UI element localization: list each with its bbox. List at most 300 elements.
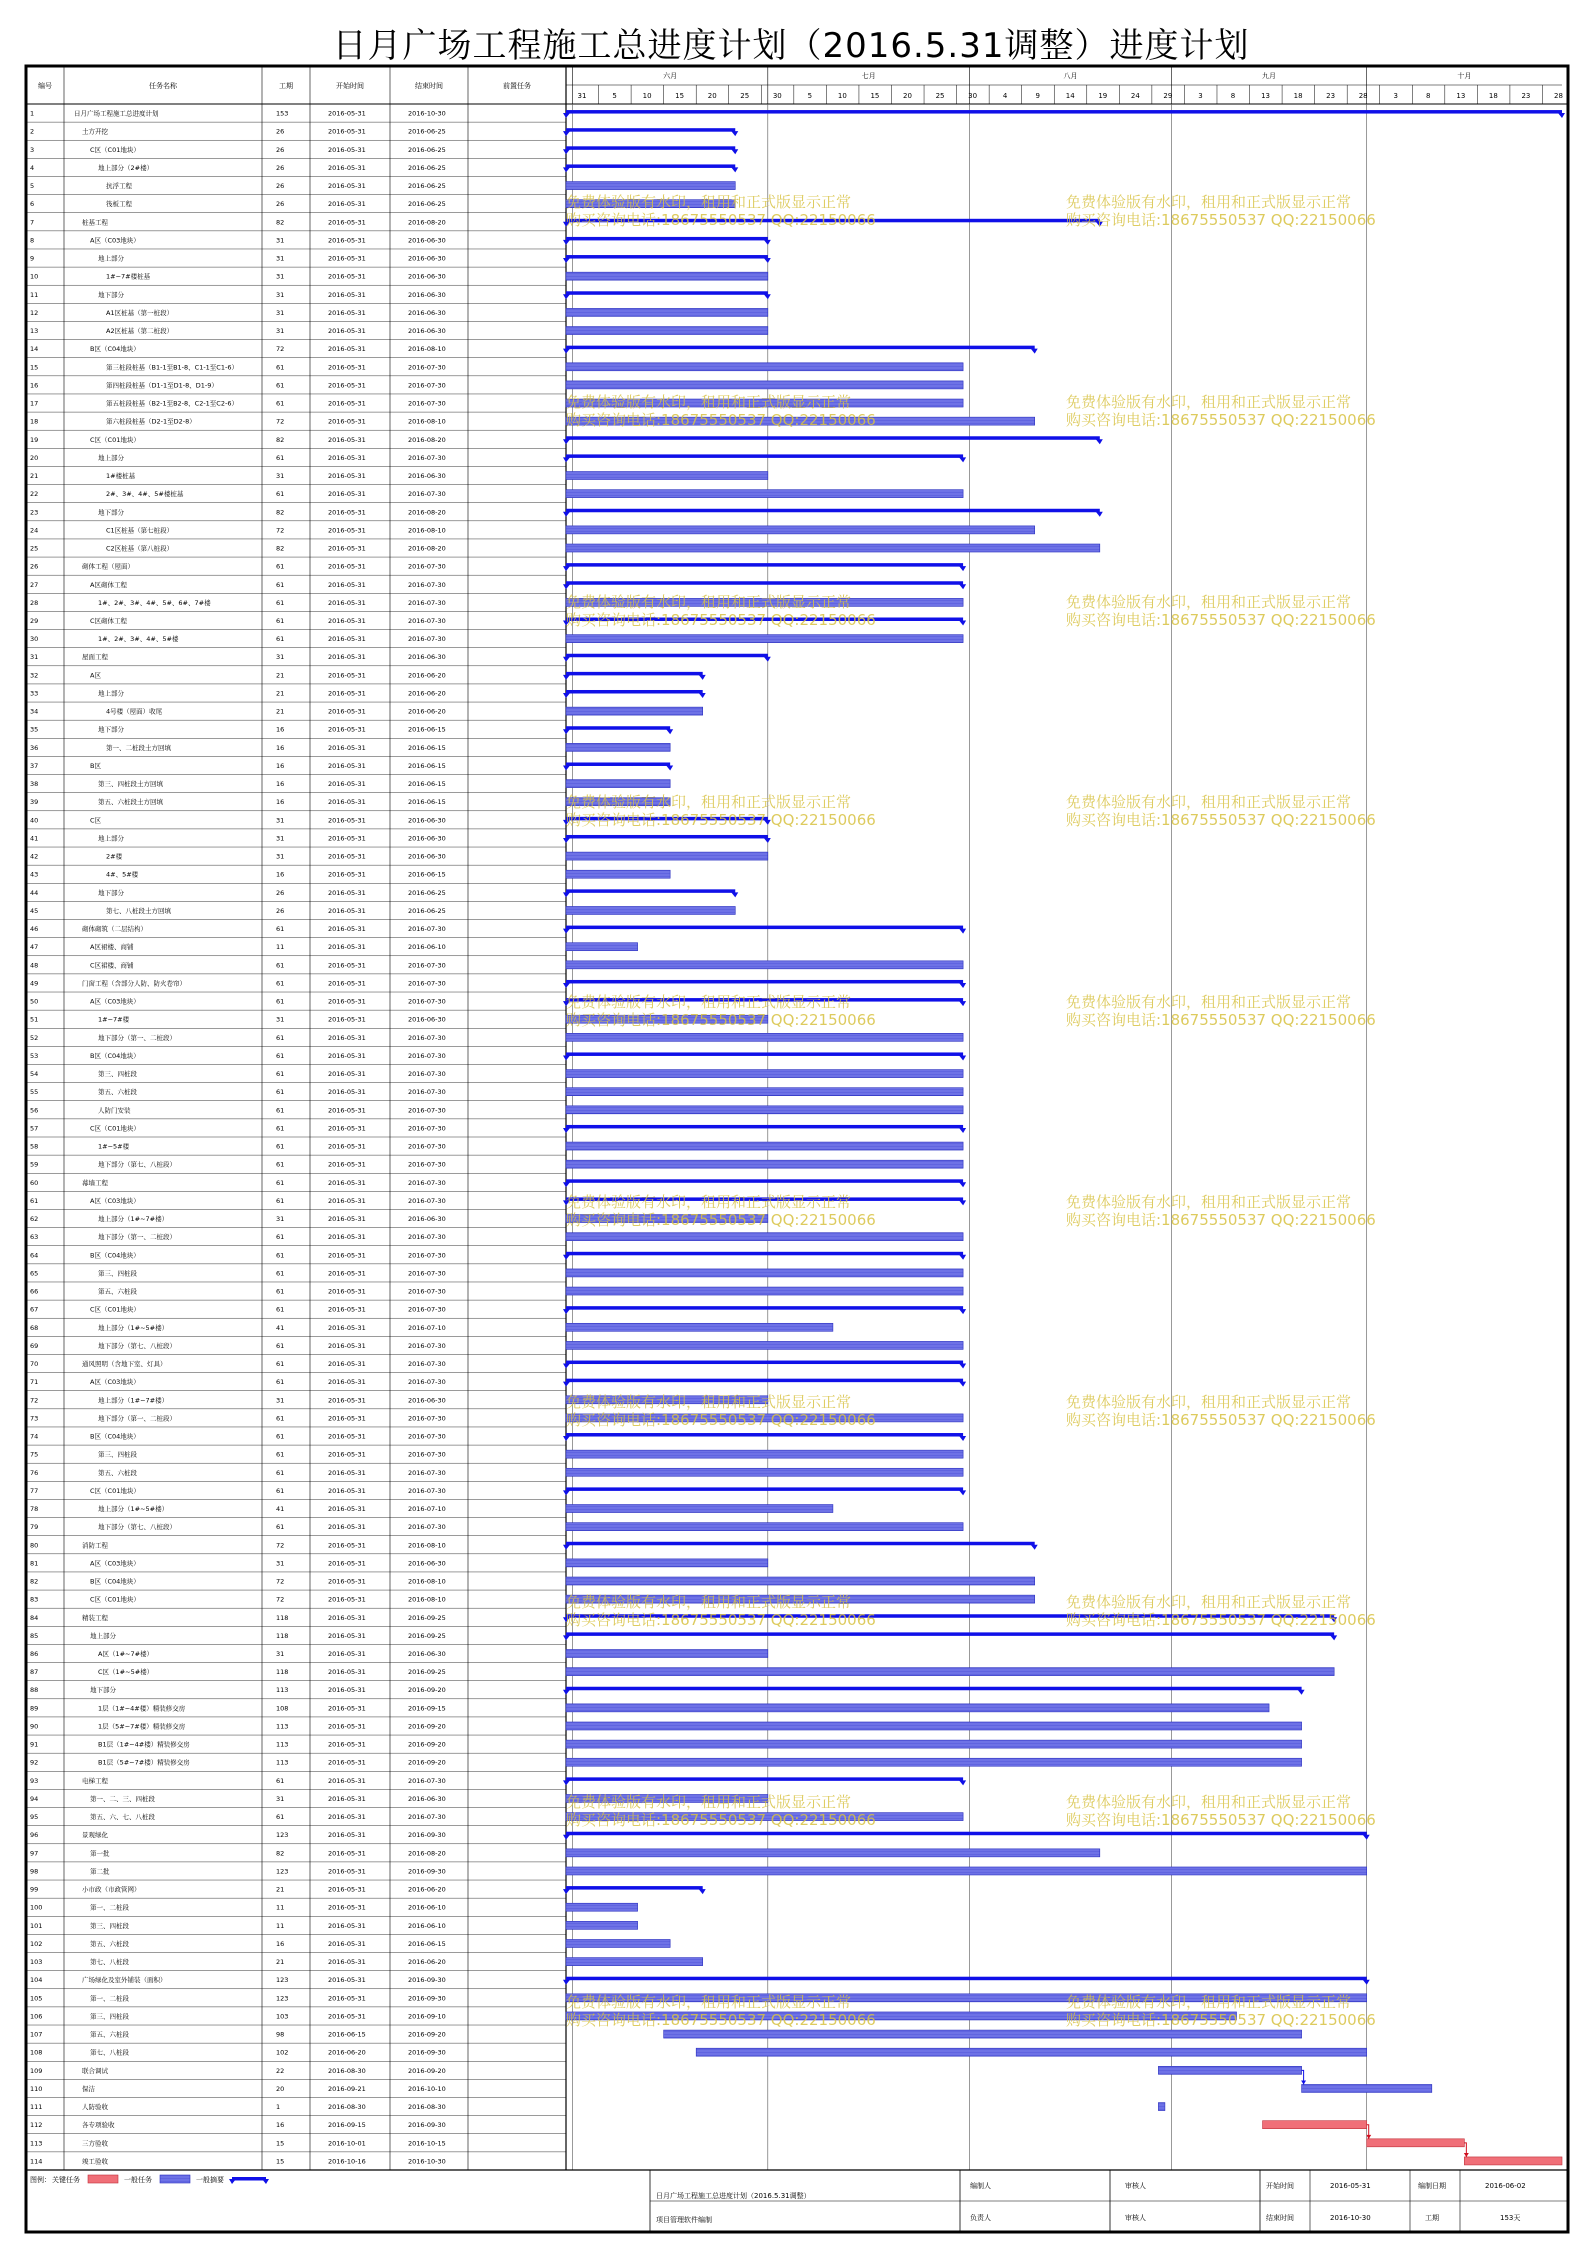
column-header-3: 开始时间 — [336, 82, 364, 90]
task-name: 第五、六桩段 — [90, 1939, 129, 1948]
task-id: 72 — [30, 1396, 39, 1405]
summary-bar — [566, 1632, 1334, 1636]
task-start: 2016-05-31 — [328, 272, 366, 281]
summary-bar — [566, 110, 1562, 114]
task-duration: 82 — [276, 544, 285, 553]
day-tick-label: 10 — [837, 92, 847, 100]
summary-bar-end-cap — [959, 1182, 966, 1187]
task-end: 2016-06-30 — [408, 236, 446, 245]
column-header-5: 前置任务 — [503, 82, 531, 90]
task-end: 2016-07-30 — [408, 1088, 446, 1097]
task-duration: 31 — [276, 272, 285, 281]
task-name: C区裙楼、商铺 — [90, 961, 134, 970]
watermark-line-1: 免费体验版有水印，租用和正式版显示正常 — [1066, 193, 1352, 211]
task-end: 2016-06-15 — [408, 798, 446, 807]
task-start: 2016-05-31 — [328, 870, 366, 879]
task-id: 19 — [30, 435, 39, 444]
task-name: 第五、六桩段 — [98, 1287, 137, 1296]
task-start: 2016-10-01 — [328, 2139, 366, 2148]
task-id: 40 — [30, 816, 39, 825]
task-start: 2016-05-31 — [328, 1432, 366, 1441]
task-start: 2016-05-31 — [328, 1106, 366, 1115]
summary-bar-end-cap — [699, 1889, 706, 1894]
task-id: 64 — [30, 1251, 39, 1260]
dependency-arrow — [1464, 2153, 1469, 2157]
task-end: 2016-06-30 — [408, 272, 446, 281]
summary-bar-end-cap — [731, 131, 738, 136]
task-name: 4#、5#楼 — [106, 870, 139, 879]
task-end: 2016-06-20 — [408, 689, 446, 698]
task-name: C区 — [90, 816, 102, 825]
task-duration: 61 — [276, 1033, 285, 1042]
task-name: 砌体工程（屋面） — [82, 562, 134, 571]
task-name: 第四桩段桩基（D1-1至D1-8、D1-9） — [106, 381, 218, 390]
task-id: 68 — [30, 1323, 39, 1332]
task-bar — [1302, 2084, 1432, 2092]
summary-bar-end-cap — [764, 657, 771, 662]
task-end: 2016-06-30 — [408, 472, 446, 481]
task-id: 97 — [30, 1849, 39, 1858]
task-name: 地上部分（2#楼） — [98, 163, 154, 172]
task-id: 26 — [30, 562, 39, 571]
summary-bar-end-cap — [1298, 1690, 1305, 1695]
task-duration: 61 — [276, 1523, 285, 1532]
task-id: 105 — [30, 1994, 43, 2003]
task-id: 6 — [30, 200, 35, 209]
task-start: 2016-05-31 — [328, 1088, 366, 1097]
task-name: B1层（5#~7#楼）精装修交房 — [98, 1758, 190, 1767]
summary-bar — [566, 889, 735, 893]
summary-bar — [566, 1379, 963, 1383]
task-id: 96 — [30, 1831, 39, 1840]
task-end: 2016-08-10 — [408, 1577, 446, 1586]
task-end: 2016-09-20 — [408, 1722, 446, 1731]
task-name: 1#、2#、3#、4#、5#、6#、7#楼 — [98, 598, 211, 607]
task-id: 111 — [30, 2103, 43, 2112]
task-duration: 61 — [276, 617, 285, 625]
task-duration: 123 — [276, 1976, 289, 1985]
watermark-line-2: 购买咨询电话:18675550537 QQ:22150066 — [1066, 811, 1376, 829]
summary-bar-end-cap — [959, 1382, 966, 1387]
summary-bar — [566, 128, 735, 132]
task-end: 2016-06-25 — [408, 127, 446, 136]
task-end: 2016-06-15 — [408, 743, 446, 752]
task-id: 103 — [30, 1958, 43, 1967]
summary-bar-end-cap — [764, 838, 771, 843]
task-name: C区（1#~5#楼） — [98, 1668, 154, 1677]
task-end: 2016-07-30 — [408, 1142, 446, 1151]
day-tick-label: 28 — [1554, 92, 1563, 100]
task-start: 2016-05-31 — [328, 1305, 366, 1314]
task-start: 2016-05-31 — [328, 1849, 366, 1858]
summary-bar — [566, 581, 963, 585]
task-name: C区（C01地块） — [90, 1595, 140, 1604]
task-id: 78 — [30, 1505, 39, 1514]
task-end: 2016-07-30 — [408, 453, 446, 462]
day-tick-label: 30 — [772, 92, 782, 100]
task-name: 地上部分 — [90, 1631, 116, 1640]
task-duration: 61 — [276, 925, 285, 934]
task-bar — [566, 1142, 963, 1150]
task-end: 2016-07-30 — [408, 1813, 446, 1822]
task-start: 2016-05-31 — [328, 1414, 366, 1423]
task-end: 2016-07-30 — [408, 490, 446, 499]
task-start: 2016-05-31 — [328, 1196, 366, 1205]
task-id: 27 — [30, 580, 39, 589]
task-id: 56 — [30, 1106, 39, 1115]
task-id: 4 — [30, 163, 35, 172]
summary-bar-start-cap — [563, 566, 570, 571]
task-name: 地下部分 — [98, 508, 124, 517]
task-start: 2016-05-31 — [328, 1287, 366, 1296]
summary-bar-end-cap — [1096, 512, 1103, 517]
task-end: 2016-10-15 — [408, 2139, 446, 2148]
task-id: 75 — [30, 1450, 39, 1459]
task-end: 2016-08-10 — [408, 1541, 446, 1550]
task-name: 精装工程 — [82, 1613, 108, 1622]
task-id: 59 — [30, 1160, 39, 1169]
task-duration: 31 — [276, 1794, 285, 1803]
summary-bar-end-cap — [699, 675, 706, 680]
task-start: 2016-05-31 — [328, 1794, 366, 1803]
task-id: 30 — [30, 635, 39, 644]
task-name: 2#、3#、4#、5#楼桩基 — [106, 490, 184, 499]
task-end: 2016-07-30 — [408, 1523, 446, 1532]
summary-bar-start-cap — [563, 729, 570, 734]
task-id: 60 — [30, 1178, 39, 1187]
task-name: B区（C04地块） — [90, 1577, 140, 1586]
summary-bar-start-cap — [563, 584, 570, 589]
task-end: 2016-07-30 — [408, 1178, 446, 1187]
task-name: 第五、六桩段土方回填 — [98, 798, 163, 807]
task-start: 2016-05-31 — [328, 925, 366, 934]
task-bar — [566, 870, 670, 878]
task-duration: 16 — [276, 2121, 285, 2130]
task-start: 2016-05-31 — [328, 852, 366, 861]
task-name: 第一、二桩段土方回填 — [106, 743, 171, 752]
day-tick-label: 20 — [707, 92, 717, 100]
task-end: 2016-06-30 — [408, 1794, 446, 1803]
task-id: 113 — [30, 2139, 43, 2148]
day-tick-label: 4 — [1002, 92, 1008, 100]
task-id: 52 — [30, 1033, 39, 1042]
task-end: 2016-06-20 — [408, 707, 446, 716]
task-bar — [566, 1921, 638, 1929]
task-duration: 31 — [276, 1650, 285, 1658]
task-id: 46 — [30, 925, 39, 934]
task-id: 112 — [30, 2121, 43, 2130]
task-end: 2016-09-25 — [408, 1631, 446, 1640]
task-end: 2016-06-30 — [408, 1650, 446, 1658]
task-id: 65 — [30, 1269, 39, 1278]
task-name: 1层（5#~7#楼）精装修交房 — [98, 1722, 186, 1731]
summary-bar-start-cap — [563, 1490, 570, 1495]
summary-bar-end-cap — [764, 240, 771, 245]
summary-bar-start-cap — [563, 1128, 570, 1133]
footer-approver-label: 审核人 — [1125, 2214, 1146, 2222]
task-id: 87 — [30, 1668, 39, 1677]
day-tick-label: 20 — [903, 92, 912, 100]
task-duration: 61 — [276, 1233, 285, 1242]
summary-bar-end-cap — [699, 693, 706, 698]
task-start: 2016-05-31 — [328, 888, 366, 897]
summary-bar-end-cap — [1031, 1545, 1038, 1550]
task-name: 屋面工程 — [82, 653, 108, 662]
task-name: 日月广场工程施工总进度计划 — [74, 109, 159, 118]
task-end: 2016-07-30 — [408, 1160, 446, 1169]
task-id: 20 — [30, 453, 39, 462]
month-label-5: 十月 — [1457, 72, 1472, 80]
task-id: 36 — [30, 743, 39, 752]
task-start: 2016-05-31 — [328, 417, 366, 426]
column-header-0: 编号 — [38, 82, 52, 90]
summary-bar — [566, 1433, 963, 1437]
task-bar — [566, 1269, 963, 1277]
task-id: 70 — [30, 1360, 39, 1369]
task-id: 104 — [30, 1976, 43, 1985]
day-tick-label: 15 — [870, 92, 880, 100]
task-duration: 61 — [276, 381, 285, 390]
summary-bar-start-cap — [563, 1780, 570, 1785]
task-end: 2016-07-30 — [408, 1269, 446, 1278]
summary-bar-start-cap — [563, 1382, 570, 1387]
watermark-line-1: 免费体验版有水印，租用和正式版显示正常 — [566, 593, 852, 611]
task-id: 81 — [30, 1559, 39, 1568]
critical-task-bar — [1263, 2121, 1367, 2129]
critical-task-bar — [1367, 2139, 1465, 2147]
task-duration: 123 — [276, 1994, 289, 2003]
summary-bar-start-cap — [563, 240, 570, 245]
summary-bar-end-cap — [959, 1200, 966, 1205]
task-name: 小市政（市政管网） — [82, 1885, 141, 1894]
summary-bar-end-cap — [959, 983, 966, 988]
task-start: 2016-05-31 — [328, 1341, 366, 1350]
summary-bar-start-cap — [563, 838, 570, 843]
footer-made-label: 编制日期 — [1418, 2182, 1446, 2190]
month-label-2: 七月 — [861, 72, 876, 80]
summary-bar — [566, 835, 768, 839]
task-duration: 11 — [276, 1903, 285, 1912]
task-duration: 61 — [276, 1414, 285, 1423]
task-bar — [566, 1650, 768, 1658]
task-end: 2016-09-30 — [408, 2121, 446, 2130]
summary-bar-end-cap — [1363, 1980, 1370, 1985]
task-start: 2016-05-31 — [328, 1505, 366, 1514]
task-duration: 61 — [276, 1051, 285, 1060]
watermark-line-1: 免费体验版有水印，租用和正式版显示正常 — [1066, 1193, 1352, 1211]
task-start: 2016-05-31 — [328, 798, 366, 807]
task-start: 2016-05-31 — [328, 1251, 366, 1260]
task-id: 35 — [30, 725, 39, 734]
day-tick-label: 15 — [675, 92, 685, 100]
legend-summary-swatch — [232, 2177, 266, 2181]
summary-bar-end-cap — [959, 1490, 966, 1495]
task-bar — [566, 526, 1035, 534]
task-id: 98 — [30, 1867, 39, 1876]
watermark-line-1: 免费体验版有水印，租用和正式版显示正常 — [566, 1393, 852, 1411]
task-end: 2016-07-30 — [408, 979, 446, 988]
task-end: 2016-06-15 — [408, 870, 446, 879]
watermark-line-2: 购买咨询电话:18675550537 QQ:22150066 — [566, 411, 876, 429]
column-header-2: 工期 — [279, 82, 293, 90]
task-bar — [566, 1070, 963, 1078]
task-start: 2016-05-31 — [328, 761, 366, 770]
task-end: 2016-07-30 — [408, 1124, 446, 1133]
summary-bar — [566, 255, 768, 259]
task-name: C区（C01地块） — [90, 1486, 140, 1495]
task-id: 77 — [30, 1486, 39, 1495]
task-duration: 113 — [276, 1722, 289, 1731]
task-end: 2016-08-10 — [408, 417, 446, 426]
legend-normal-label: 一般任务 — [124, 2176, 152, 2184]
task-name: 第一、二桩段 — [90, 1903, 129, 1912]
task-end: 2016-07-30 — [408, 1033, 446, 1042]
task-start: 2016-05-31 — [328, 979, 366, 988]
task-end: 2016-06-20 — [408, 671, 446, 680]
task-name: 地上部分 — [98, 834, 124, 843]
summary-bar-start-cap — [563, 512, 570, 517]
task-id: 93 — [30, 1776, 39, 1785]
watermark-line-1: 免费体验版有水印，租用和正式版显示正常 — [566, 193, 852, 211]
task-bar — [566, 1704, 1269, 1712]
task-name: A区 — [90, 671, 101, 680]
task-id: 108 — [30, 2048, 43, 2057]
task-start: 2016-05-31 — [328, 961, 366, 970]
task-name: 地上部分 — [98, 453, 124, 462]
task-id: 32 — [30, 671, 39, 680]
task-start: 2016-05-31 — [328, 725, 366, 734]
legend-critical-label: 关键任务 — [52, 2176, 80, 2184]
task-id: 31 — [30, 653, 39, 662]
watermark-line-2: 购买咨询电话:18675550537 QQ:22150066 — [1066, 1411, 1376, 1429]
summary-bar — [566, 346, 1035, 350]
task-start: 2016-05-31 — [328, 345, 366, 354]
task-start: 2016-05-31 — [328, 308, 366, 317]
task-start: 2016-05-31 — [328, 1613, 366, 1622]
task-duration: 61 — [276, 1378, 285, 1387]
summary-bar-start-cap — [563, 1889, 570, 1894]
task-end: 2016-07-30 — [408, 617, 446, 625]
task-id: 106 — [30, 2012, 43, 2021]
task-duration: 31 — [276, 472, 285, 481]
task-start: 2016-05-31 — [328, 1523, 366, 1532]
task-duration: 123 — [276, 1831, 289, 1840]
summary-bar — [566, 1252, 963, 1256]
task-id: 85 — [30, 1631, 39, 1640]
task-duration: 61 — [276, 562, 285, 571]
task-end: 2016-07-30 — [408, 635, 446, 644]
day-tick-label: 25 — [740, 92, 750, 100]
day-tick-label: 23 — [1521, 92, 1531, 100]
watermark-line-2: 购买咨询电话:18675550537 QQ:22150066 — [566, 211, 876, 229]
task-name: 联合调试 — [82, 2066, 108, 2075]
task-bar — [1158, 2066, 1301, 2074]
legend-normal-swatch — [160, 2175, 190, 2183]
summary-bar-start-cap — [563, 1545, 570, 1550]
task-start: 2016-05-31 — [328, 1233, 366, 1242]
task-table — [26, 109, 566, 2170]
watermark-line-1: 免费体验版有水印，租用和正式版显示正常 — [1066, 393, 1352, 411]
task-end: 2016-06-30 — [408, 1559, 446, 1568]
task-id: 39 — [30, 798, 39, 807]
summary-bar — [566, 1777, 963, 1781]
task-bar — [566, 1088, 963, 1096]
task-start: 2016-05-31 — [328, 1740, 366, 1749]
summary-bar — [566, 1306, 963, 1310]
task-start: 2016-05-31 — [328, 163, 366, 172]
task-end: 2016-06-30 — [408, 308, 446, 317]
task-end: 2016-07-30 — [408, 1305, 446, 1314]
task-bar — [566, 1233, 963, 1241]
task-duration: 21 — [276, 707, 285, 716]
task-duration: 21 — [276, 1885, 285, 1894]
task-name: 地下部分 — [98, 725, 124, 734]
summary-bar — [566, 1687, 1302, 1691]
task-end: 2016-07-30 — [408, 1106, 446, 1115]
task-duration: 61 — [276, 635, 285, 644]
task-id: 69 — [30, 1341, 39, 1350]
task-bar — [566, 906, 735, 914]
task-name: 消防工程 — [82, 1541, 108, 1550]
task-duration: 20 — [276, 2084, 285, 2093]
summary-bar — [566, 654, 768, 658]
task-start: 2016-05-31 — [328, 562, 366, 571]
task-end: 2016-07-30 — [408, 1776, 446, 1785]
task-duration: 16 — [276, 780, 285, 789]
task-name: A1区桩基（第一桩段） — [106, 308, 174, 317]
task-name: 1#、2#、3#、4#、5#楼 — [98, 635, 179, 644]
task-end: 2016-07-30 — [408, 1287, 446, 1296]
task-duration: 31 — [276, 653, 285, 662]
task-end: 2016-09-15 — [408, 1704, 446, 1713]
task-end: 2016-08-20 — [408, 435, 446, 444]
legend-critical-swatch — [88, 2175, 118, 2183]
task-bar — [566, 1849, 1100, 1857]
task-duration: 61 — [276, 1287, 285, 1296]
summary-bar-start-cap — [563, 1309, 570, 1314]
day-tick-label: 19 — [1098, 92, 1108, 100]
task-duration: 72 — [276, 1595, 285, 1604]
task-id: 61 — [30, 1196, 39, 1205]
summary-bar-end-cap — [1330, 1635, 1337, 1640]
task-name: 第一、二、三、四桩段 — [90, 1794, 155, 1803]
task-bar — [664, 2030, 1302, 2038]
summary-bar-start-cap — [563, 349, 570, 354]
task-start: 2016-05-31 — [328, 1650, 366, 1658]
summary-bar-end-cap — [959, 1128, 966, 1133]
task-start: 2016-08-30 — [328, 2066, 366, 2075]
task-name: 人防验收 — [82, 2103, 108, 2112]
task-end: 2016-09-20 — [408, 1740, 446, 1749]
summary-bar — [566, 1125, 963, 1129]
task-id: 13 — [30, 327, 39, 336]
task-duration: 103 — [276, 2012, 289, 2021]
task-duration: 41 — [276, 1323, 285, 1332]
task-name: 保洁 — [82, 2084, 95, 2093]
task-start: 2016-05-31 — [328, 254, 366, 263]
task-start: 2016-05-31 — [328, 2012, 366, 2021]
task-bar — [566, 1323, 833, 1331]
task-end: 2016-07-30 — [408, 961, 446, 970]
summary-bar-end-cap — [959, 1364, 966, 1369]
task-start: 2016-05-31 — [328, 1323, 366, 1332]
task-id: 37 — [30, 761, 39, 770]
task-start: 2016-05-31 — [328, 598, 366, 607]
task-name: A区（C03地块） — [90, 1559, 140, 1568]
task-start: 2016-05-31 — [328, 1831, 366, 1840]
task-end: 2016-08-20 — [408, 1849, 446, 1858]
task-duration: 61 — [276, 399, 285, 408]
